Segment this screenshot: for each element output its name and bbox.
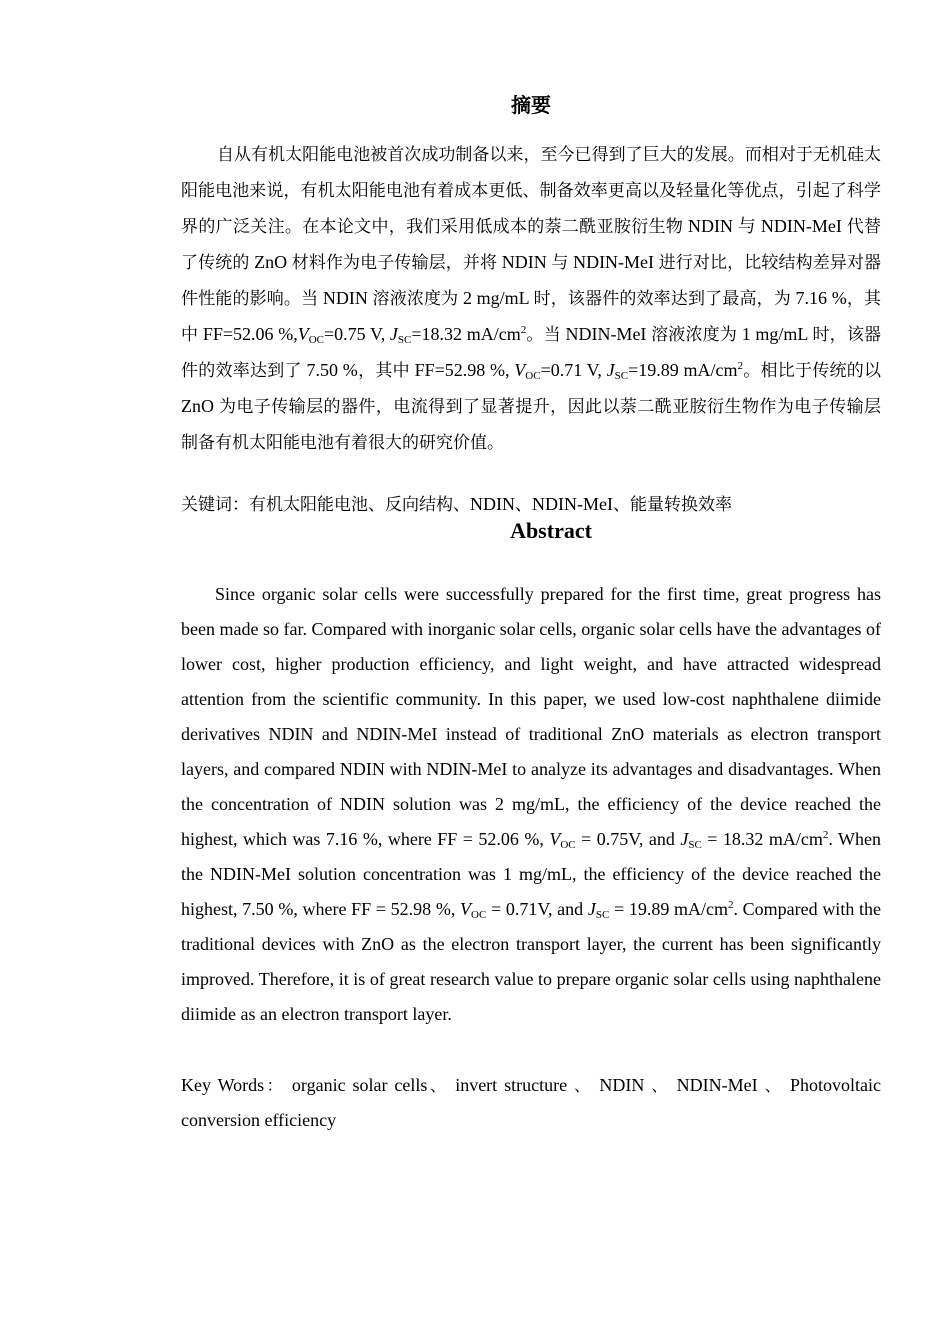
english-abstract-body: Since organic solar cells were successfully prepared for the first time, great progress has been made so far. Compared with inorganic solar cells, organic solar cells have the advantages of lower cost, higher production efficiency, and light weight, and have attracted widespread attention from the scientific community. In this paper, we used low-cost naphthalene diimide derivatives NDIN and NDIN-MeI instead of traditional ZnO materials as electron transport layers, and compared NDIN with NDIN-MeI to analyze its advantages and disadvantages. When the concentration of NDIN solution was 2 mg/mL, the efficiency of the device reached the highest, which was 7.16 %, where FF = 52.06 %, $V_{OC} = 0.75V$, and $J_{SC} = 18.32$ $mA/cm^2$. When the NDIN-MeI solution concentration was 1 mg/mL, the efficiency of the device reached the highest, 7.50 %, where FF = 52.98 %, $V_{OC} = 0.71V$, and $J_{SC} = 19.89$ $mA/cm^2$. Compared with the traditional devices with ZnO as the electron transport layer, the current has been significantly improved. Therefore, it is of great research value to prepare organic solar cells using naphthalene diimide as an electron transport layer. bbox=[181, 584, 881, 1024]
english-keywords: Key Words： organic solar cells、 invert structure 、 NDIN 、 NDIN-MeI 、 Photovoltaic conversion efficiency bbox=[181, 1075, 881, 1130]
chinese-keywords: 关键词：有机太阳能电池、反向结构、NDIN、NDIN-MeI、能量转换效率 bbox=[181, 494, 732, 515]
chinese-abstract-body: 自从有机太阳能电池被首次成功制备以来，至今已得到了巨大的发展。而相对于无机硅太阳能电池来说，有机太阳能电池有着成本更低、制备效率更高以及轻量化等优点，引起了科学界的广泛关注。在本论文中，我们采用低成本的萘二酰亚胺衍生物 NDIN 与 NDIN-MeI 代替了传统的 ZnO 材料作为电子传输层，并将 NDIN 与 NDIN-MeI 进行对比，比较结构差异对器件性能的影响。当 NDIN 溶液浓度为 2 mg/mL 时，该器件的效率达到了最高，为 7.16 %，其中 FF=52.06 $\%,V_{OC}=0.75$ V, $J_{SC}=18.32$ $mA/cm^2$。当 NDIN-MeI 溶液浓度为 1 mg/mL 时，该器件的效率达到了 7.50 %，其中 FF=52.98 %, $V_{OC}=0.71$ V, $J_{SC}=19.89$ $mA/cm^2$。相比于传统的以 ZnO 为电子传输层的器件，电流得到了显著提升，因此以萘二酰亚胺衍生物作为电子传输层制备有机太阳能电池有着很大的研究价值。 bbox=[181, 145, 882, 453]
english-abstract-title: Abstract bbox=[510, 518, 592, 543]
chinese-abstract-title: 摘要 bbox=[511, 93, 551, 117]
